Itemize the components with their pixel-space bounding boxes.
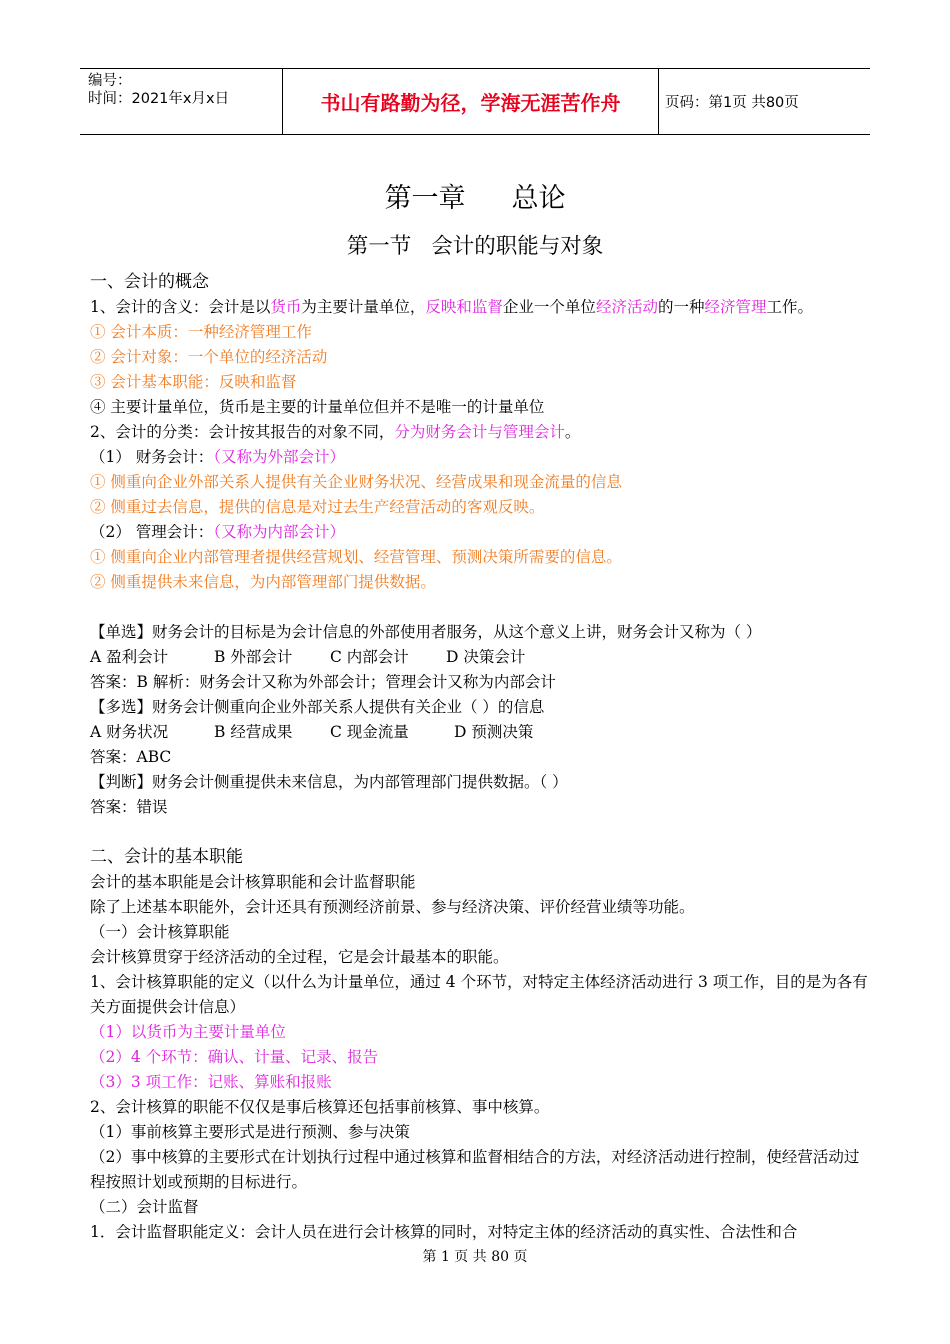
- text-line: 2、会计核算的职能不仅仅是事后核算还包括事前核算、事中核算。: [90, 1098, 550, 1116]
- option: D 预测决策: [454, 723, 534, 741]
- management-point-1: ① 侧重向企业内部管理者提供经营规划、经营管理、预测决策所需要的信息。: [90, 548, 622, 566]
- option: C 内部会计: [330, 648, 409, 666]
- heading-accounting-concept: 一、会计的概念: [90, 272, 209, 292]
- header-motto: 书山有路勤为径，学海无涯苦作舟: [283, 69, 659, 134]
- text-line: 1．会计监督职能定义：会计人员在进行会计核算的同时，对特定主体的经济活动的真实性、合法性和合: [90, 1223, 798, 1241]
- point-unit: ④ 主要计量单位，货币是主要的计量单位但并不是唯一的计量单位: [90, 398, 545, 416]
- option: B 外部会计: [214, 648, 293, 666]
- question-3: 【判断】财务会计侧重提供未来信息，为内部管理部门提供数据。（ ）: [90, 773, 568, 791]
- option: B 经营成果: [214, 723, 293, 741]
- highlight: 经济活动: [595, 298, 658, 316]
- document-body: [90, 270, 870, 1245]
- text: 2、会计的分类：会计按其报告的对象不同，: [90, 423, 395, 441]
- time-label: 时间：2021年x月x日: [88, 91, 230, 107]
- section-number: 第一节: [346, 234, 412, 259]
- question-1-answer: 答案：B 解析：财务会计又称为外部会计；管理会计又称为内部会计: [90, 673, 556, 691]
- option: D 决策会计: [446, 648, 526, 666]
- option: A 财务状况: [90, 723, 169, 741]
- text: 1、会计的含义：会计是以: [90, 298, 271, 316]
- highlight-line: （2）4 个环节：确认、计量、记录、报告: [90, 1048, 379, 1066]
- highlight: （又称为内部会计）: [213, 523, 346, 541]
- accounting-definition: [90, 295, 870, 320]
- option: A 盈利会计: [90, 648, 169, 666]
- text-line: 1、会计核算职能的定义（以什么为计量单位，通过 4 个环节，对特定主体经济活动进行 3 项工作，目的是为各有关方面提供会计信息）: [90, 973, 868, 1016]
- financial-accounting-label: [90, 445, 870, 470]
- header-page-info: 页码：第1页 共80页: [665, 95, 799, 111]
- text-line: 会计的基本职能是会计核算职能和会计监督职能: [90, 873, 416, 891]
- text: （1） 财务会计：: [90, 448, 214, 466]
- point-function: ③ 会计基本职能：反映和监督: [90, 373, 297, 391]
- heading-basic-functions: 二、会计的基本职能: [90, 847, 243, 867]
- text: 企业一个单位: [502, 298, 596, 316]
- highlight-line: （3）3 项工作：记账、算账和报账: [90, 1073, 332, 1091]
- header-meta: [80, 69, 283, 134]
- text: （2） 管理会计：: [90, 523, 214, 541]
- page-header: [80, 68, 870, 135]
- text: 的一种: [657, 298, 705, 316]
- option: C 现金流量: [330, 723, 409, 741]
- text-line: 会计核算贯穿于经济活动的全过程，它是会计最基本的职能。: [90, 948, 509, 966]
- highlight: 分为财务会计与管理会计: [394, 423, 565, 441]
- point-object: ② 会计对象：一个单位的经济活动: [90, 348, 328, 366]
- text: 为主要计量单位，: [301, 298, 426, 316]
- text: 。: [564, 423, 581, 441]
- text-line: 除了上述基本职能外，会计还具有预测经济前景、参与经济决策、评价经营业绩等功能。: [90, 898, 695, 916]
- text: 工作。: [766, 298, 813, 316]
- question-2-answer: 答案：ABC: [90, 748, 172, 766]
- subheading-supervision: （二）会计监督: [90, 1198, 199, 1216]
- highlight: 反映和监督: [425, 298, 503, 316]
- chapter-name: 总论: [511, 183, 566, 214]
- financial-point-1: ① 侧重向企业外部关系人提供有关企业财务状况、经营成果和现金流量的信息: [90, 473, 622, 491]
- chapter-title: [0, 176, 950, 215]
- highlight-line: （1）以货币为主要计量单位: [90, 1023, 286, 1041]
- subheading-accounting-function: （一）会计核算职能: [90, 923, 230, 941]
- management-point-2: ② 侧重提供未来信息，为内部管理部门提供数据。: [90, 573, 436, 591]
- text-line: （2）事中核算的主要形式在计划执行过程中通过核算和监督相结合的方法，对经济活动进行控制，使经营活动过程按照计划或预期的目标进行。: [90, 1148, 860, 1191]
- management-accounting-label: [90, 520, 870, 545]
- point-essence: ① 会计本质：一种经济管理工作: [90, 323, 312, 341]
- question-1: 【单选】财务会计的目标是为会计信息的外部使用者服务，从这个意义上讲，财务会计又称为（ ）: [90, 623, 762, 641]
- chapter-number: 第一章: [384, 183, 466, 214]
- question-2-options: [90, 720, 870, 745]
- highlight: 经济管理: [704, 298, 767, 316]
- accounting-classification: [90, 420, 870, 445]
- question-2: 【多选】财务会计侧重向企业外部关系人提供有关企业（ ）的信息: [90, 698, 545, 716]
- highlight: 货币: [270, 298, 302, 316]
- number-label: 编号：: [88, 73, 132, 89]
- question-1-options: [90, 645, 870, 670]
- section-name: 会计的职能与对象: [431, 234, 604, 259]
- text-line: （1）事前核算主要形式是进行预测、参与决策: [90, 1123, 410, 1141]
- question-3-answer: 答案：错误: [90, 798, 168, 816]
- highlight: （又称为外部会计）: [213, 448, 346, 466]
- page-footer: 第 1 页 共 80 页: [422, 1249, 528, 1265]
- section-title: [0, 229, 950, 260]
- financial-point-2: ② 侧重过去信息，提供的信息是对过去生产经营活动的客观反映。: [90, 498, 545, 516]
